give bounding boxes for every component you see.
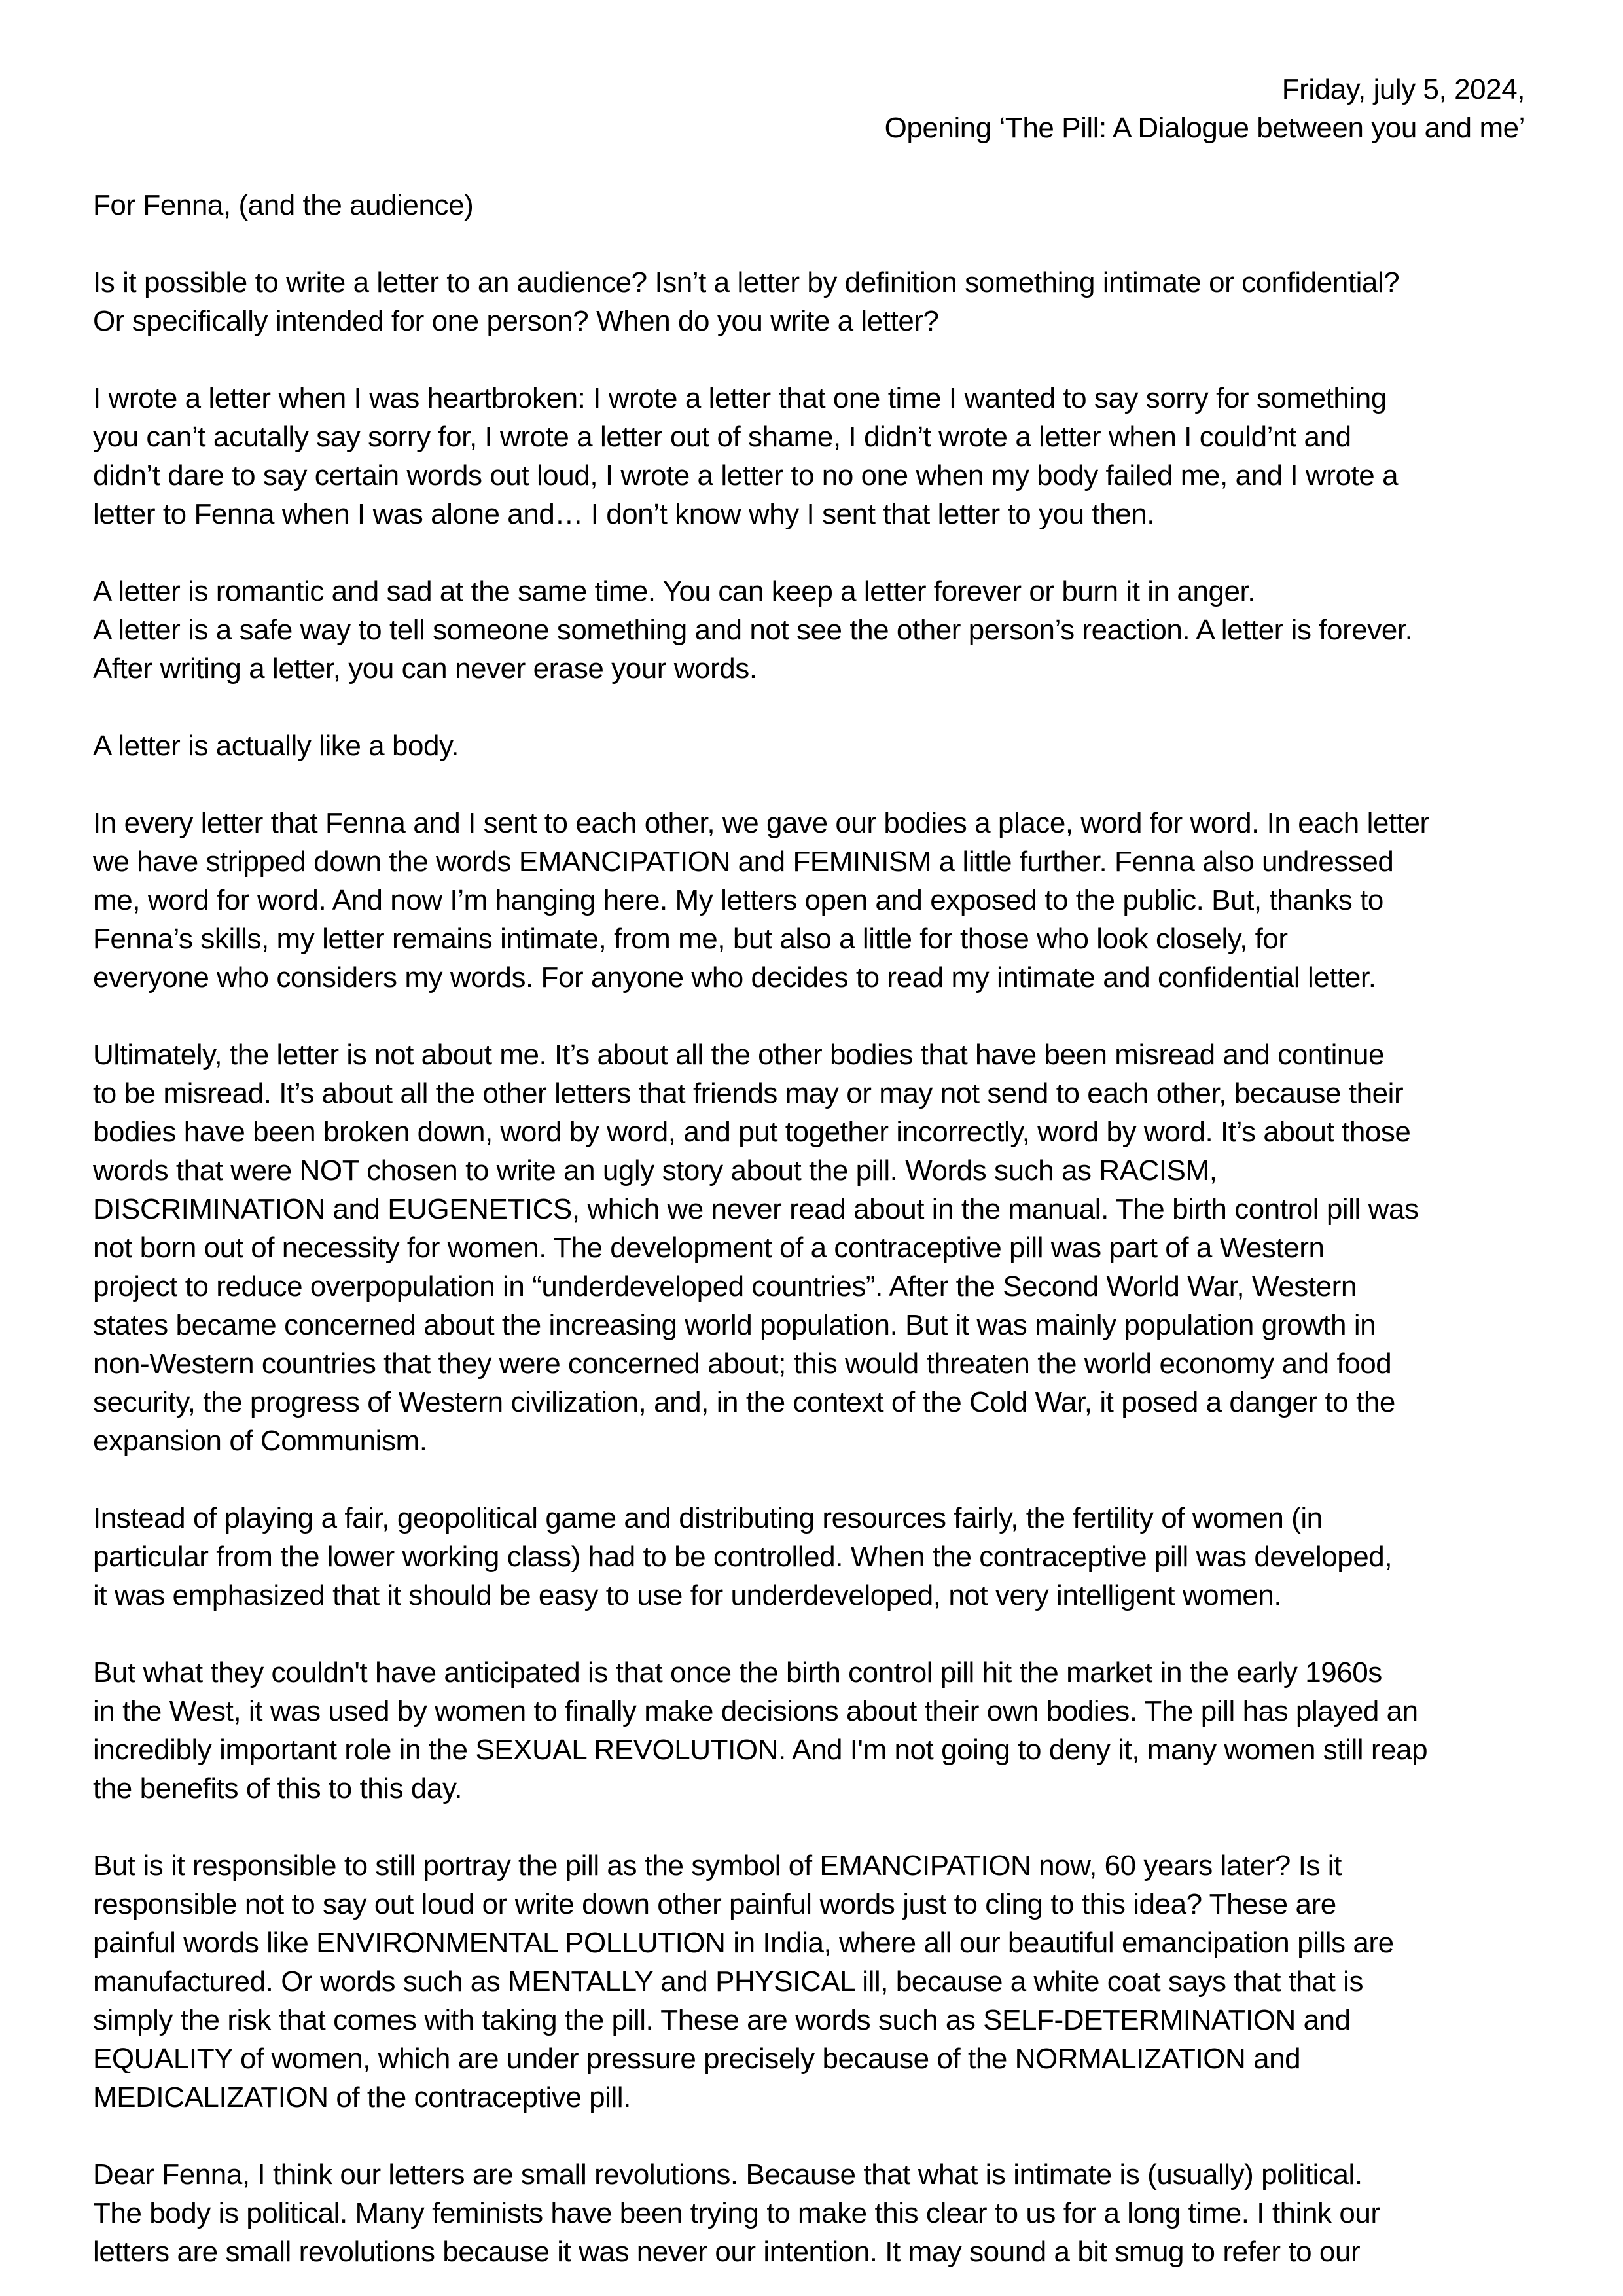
text-line: project to reduce overpopulation in “underdeveloped countries”. After the Second World War, Western — [93, 1270, 1357, 1302]
text-line: DISCRIMINATION and EUGENETICS, which we never read about in the manual. The birth control pill was — [93, 1193, 1419, 1225]
paragraph-8 — [93, 1653, 1525, 1808]
text-line: A letter is a safe way to tell someone something and not see the other person’s reaction. A letter is forever. — [93, 614, 1413, 646]
text-line: incredibly important role in the SEXUAL REVOLUTION. And I'm not going to deny it, many women still reap — [93, 1734, 1428, 1766]
blank-line — [93, 533, 1525, 572]
text-line: Dear Fenna, I think our letters are small revolutions. Because that what is intimate is (usually) political. — [93, 2159, 1363, 2191]
paragraph-2 — [93, 379, 1525, 533]
paragraph-1 — [93, 263, 1525, 340]
text-line: For Fenna, (and the audience) — [93, 189, 474, 221]
blank-line — [93, 1460, 1525, 1499]
text-line: In every letter that Fenna and I sent to each other, we gave our bodies a place, word for word. In each letter — [93, 807, 1429, 839]
blank-line — [93, 147, 1525, 186]
text-line: Friday, july 5, 2024, — [1281, 73, 1525, 105]
text-line: EQUALITY of women, which are under pressure precisely because of the NORMALIZATION and — [93, 2043, 1301, 2075]
text-line: non-Western countries that they were concerned about; this would threaten the world economy and food — [93, 1348, 1392, 1380]
text-line: Or specifically intended for one person? When do you write a letter? — [93, 305, 939, 337]
text-line: painful words like ENVIRONMENTAL POLLUTION in India, where all our beautiful emancipation pills are — [93, 1927, 1394, 1959]
paragraph-6 — [93, 1035, 1525, 1460]
text-line: Instead of playing a fair, geopolitical game and distributing resources fairly, the fertility of women (in — [93, 1502, 1323, 1534]
paragraph-9 — [93, 1846, 1525, 2117]
text-line: The body is political. Many feminists have been trying to make this clear to us for a long time. I think our — [93, 2197, 1380, 2229]
text-line: expansion of Communism. — [93, 1425, 427, 1457]
text-line: Fenna’s skills, my letter remains intimate, from me, but also a little for those who look closely, for — [93, 923, 1288, 955]
text-line: bodies have been broken down, word by word, and put together incorrectly, word by word. It’s about those — [93, 1116, 1411, 1148]
text-line: Is it possible to write a letter to an audience? Isn’t a letter by definition something intimate or confidential? — [93, 266, 1400, 298]
text-line: security, the progress of Western civilization, and, in the context of the Cold War, it posed a danger to the — [93, 1386, 1395, 1418]
text-line: Opening ‘The Pill: A Dialogue between you and me’ — [884, 112, 1525, 144]
blank-line — [93, 1615, 1525, 1653]
text-line: everyone who considers my words. For anyone who decides to read my intimate and confidential letter. — [93, 961, 1376, 994]
text-line: in the West, it was used by women to finally make decisions about their own bodies. The pill has played an — [93, 1695, 1418, 1727]
blank-line — [93, 340, 1525, 379]
blank-line — [93, 765, 1525, 804]
text-line: MEDICALIZATION of the contraceptive pill. — [93, 2081, 631, 2113]
text-line: particular from the lower working class) had to be controlled. When the contraceptive pill was developed, — [93, 1541, 1393, 1573]
paragraph-3 — [93, 572, 1525, 688]
text-line: letters are small revolutions because it was never our intention. It may sound a bit smug to refer to our — [93, 2236, 1361, 2268]
text-line: But is it responsible to still portray the pill as the symbol of EMANCIPATION now, 60 years later? Is it — [93, 1850, 1342, 1882]
text-line: me, word for word. And now I’m hanging here. My letters open and exposed to the public. But, thanks to — [93, 884, 1383, 916]
text-line: A letter is actually like a body. — [93, 730, 459, 762]
text-line: I wrote a letter when I was heartbroken: I wrote a letter that one time I wanted to say sorry for something — [93, 382, 1387, 414]
blank-line — [93, 997, 1525, 1035]
text-line: states became concerned about the increasing world population. But it was mainly population growth in — [93, 1309, 1376, 1341]
date-title-header — [93, 70, 1525, 147]
blank-line — [93, 1808, 1525, 1846]
text-line: words that were NOT chosen to write an ugly story about the pill. Words such as RACISM, — [93, 1155, 1217, 1187]
blank-line — [93, 224, 1525, 263]
text-line: But what they couldn't have anticipated is that once the birth control pill hit the market in the early 1960s — [93, 1657, 1382, 1689]
text-line: didn’t dare to say certain words out loud, I wrote a letter to no one when my body failed me, and I wrote a — [93, 459, 1399, 492]
text-line: we have stripped down the words EMANCIPATION and FEMINISM a little further. Fenna also undressed — [93, 846, 1394, 878]
text-line: Ultimately, the letter is not about me. It’s about all the other bodies that have been misread and continue — [93, 1039, 1384, 1071]
text-line: to be misread. It’s about all the other letters that friends may or may not send to each other, because their — [93, 1077, 1404, 1109]
text-line: manufactured. Or words such as MENTALLY and PHYSICAL ill, because a white coat says that that is — [93, 1965, 1363, 1998]
salutation — [93, 186, 1525, 224]
paragraph-10 — [93, 2155, 1525, 2271]
text-line: it was emphasized that it should be easy to use for underdeveloped, not very intelligent women. — [93, 1579, 1282, 1611]
paragraph-7 — [93, 1499, 1525, 1615]
blank-line — [93, 2117, 1525, 2155]
text-line: After writing a letter, you can never erase your words. — [93, 653, 757, 685]
blank-line — [93, 688, 1525, 726]
text-line: letter to Fenna when I was alone and… I don’t know why I sent that letter to you then. — [93, 498, 1155, 530]
text-line: you can’t acutally say sorry for, I wrote a letter out of shame, I didn’t wrote a letter when I could’nt and — [93, 421, 1351, 453]
paragraph-4 — [93, 726, 1525, 765]
paragraph-5 — [93, 804, 1525, 997]
text-line: simply the risk that comes with taking the pill. These are words such as SELF-DETERMINATION and — [93, 2004, 1351, 2036]
text-line: the benefits of this to this day. — [93, 1772, 463, 1804]
text-line: not born out of necessity for women. The development of a contraceptive pill was part of a Western — [93, 1232, 1325, 1264]
document-body — [93, 70, 1525, 2271]
text-line: responsible not to say out loud or write down other painful words just to cling to this idea? These are — [93, 1888, 1336, 1920]
text-line: A letter is romantic and sad at the same time. You can keep a letter forever or burn it in anger. — [93, 575, 1256, 607]
